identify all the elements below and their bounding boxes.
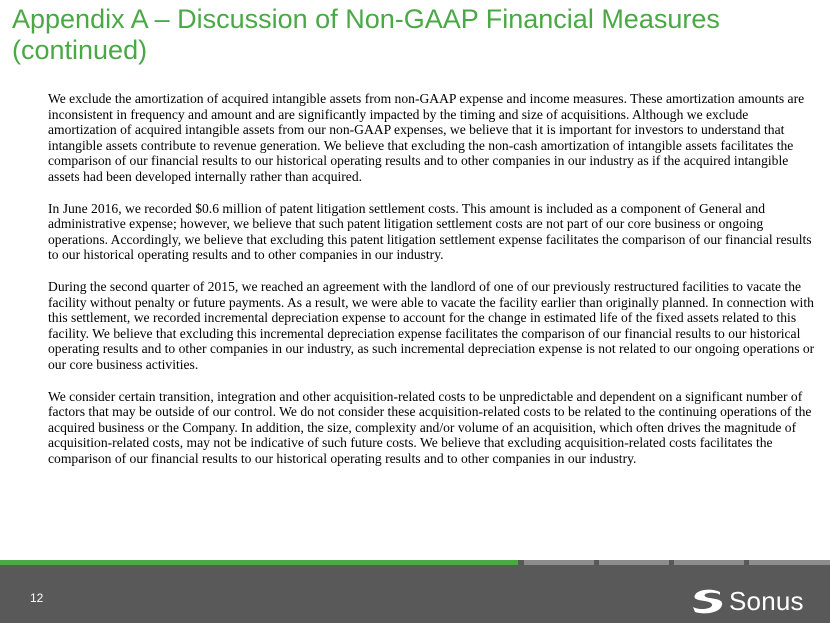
- paragraph-patent-litigation: In June 2016, we recorded $0.6 million of patent litigation settlement costs. This amount is included as a component of General and administrative expense; however, we believe that such patent litigation settlement costs are not part of our core business or ongoing operations. Accordingly, we believe that excluding this patent litigation settlement expense facilitates the comparison of our financial results to our historical operating results and to other companies in our industry.: [48, 200, 812, 263]
- page-number: 12: [30, 591, 44, 605]
- sonus-logo: [690, 586, 804, 616]
- paragraph-amortization: We exclude the amortization of acquired intangible assets from non-GAAP expense and income measures. These amortization amounts are inconsistent in frequency and amount and are significantly impacted by the timing and size of acquisitions. Although we exclude amortization of acquired intangible assets from our non-GAAP expenses, we believe that it is important for investors to understand that intangible assets contribute to revenue generation. We believe that excluding the non-cash amortization of intangible assets facilitates the comparison of our financial results to our historical operating results and to other companies in our industry as if the acquired intangible assets had been developed internally rather than acquired.: [48, 91, 805, 184]
- sonus-logo-icon: [690, 588, 726, 614]
- paragraph-incremental-depreciation: During the second quarter of 2015, we reached an agreement with the landlord of one of our previously restructured facilities to vacate the facility without penalty or future payments. As a result, we were able to vacate the facility earlier than originally planned. In connection with this settlement, we recorded incremental depreciation expense to account for the change in estimated life of the fixed assets related to this facility. We believe that excluding this incremental depreciation expense facilitates the comparison of our financial results to our historical operating results and to other companies in our industry, as such incremental depreciation expense is not related to our ongoing operations or our core business activities.: [48, 278, 815, 372]
- footer-stripe-segment: [599, 560, 669, 565]
- footer-stripe-segment: [524, 560, 594, 565]
- logo-wordmark: Sonus: [729, 585, 804, 616]
- slide-title: Appendix A – Discussion of Non-GAAP Financial Measures (continued): [12, 4, 720, 65]
- footer-stripe-segment: [749, 560, 830, 565]
- paragraph-acquisition-costs: We consider certain transition, integration and other acquisition-related costs to be unpredictable and dependent on a significant number of factors that may be outside of our control. We do not consider these acquisition-related costs to be related to the continuing operations of the acquired business or the Company. In addition, the size, complexity and/or volume of an acquisition, which often drives the magnitude of acquisition-related costs, may not be indicative of such future costs. We believe that excluding acquisition-related costs facilitates the comparison of our financial results to our historical operating results and to other companies in our industry.: [48, 388, 812, 466]
- footer-stripe-segment: [674, 560, 744, 565]
- footer-accent-stripe: [0, 560, 518, 565]
- slide-body: [48, 91, 818, 482]
